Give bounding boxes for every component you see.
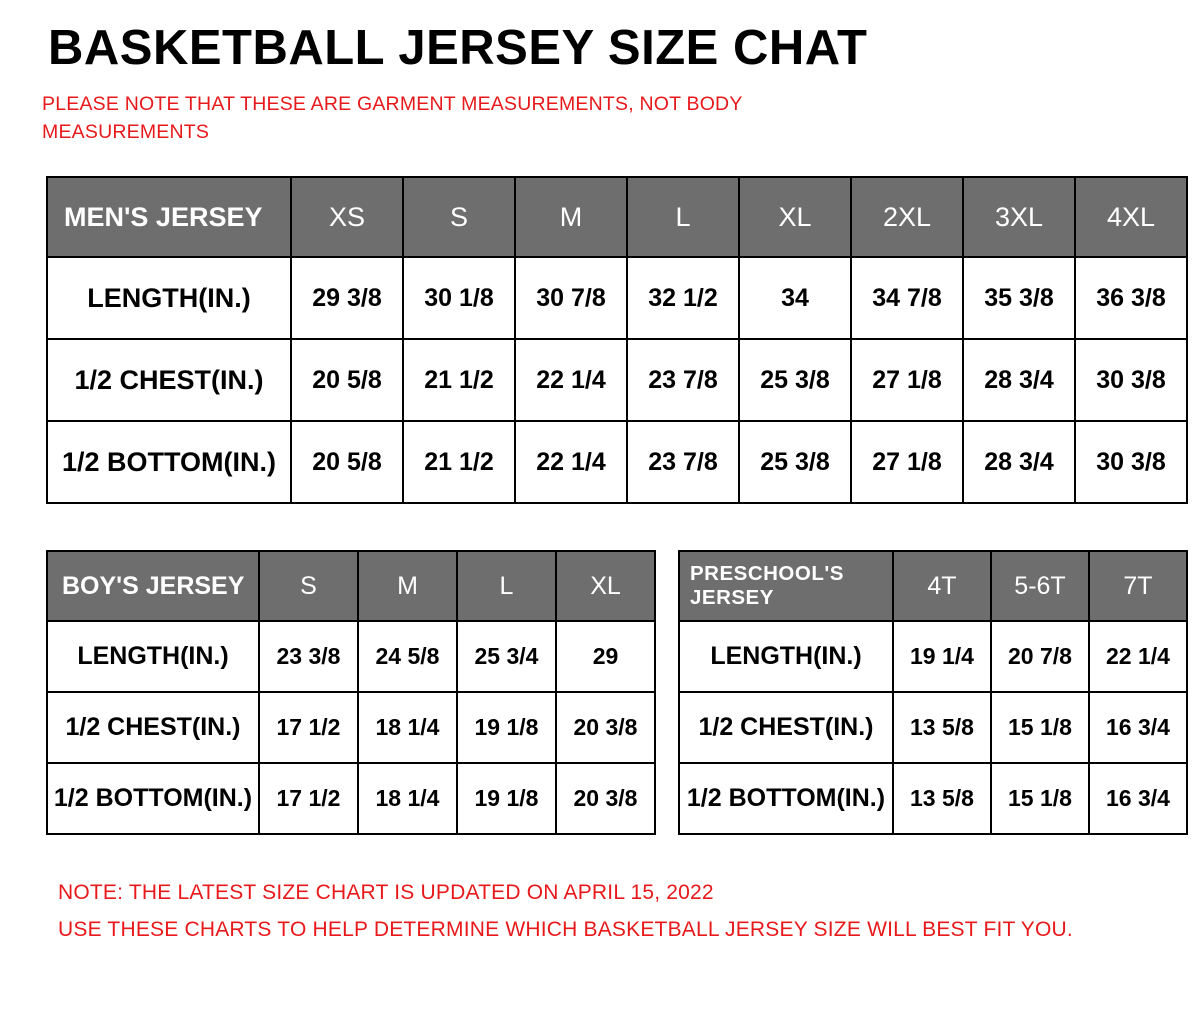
table-cell: 24 5/8 [358,621,457,692]
column-header-7t: 7T [1089,551,1187,621]
table-cell: 34 7/8 [851,257,963,339]
table-row [47,339,1187,421]
table-cell: 25 3/8 [739,339,851,421]
column-header-xl: XL [739,177,851,257]
table-cell: 20 3/8 [556,692,655,763]
table-cell: 16 3/4 [1089,692,1187,763]
table-cell: 16 3/4 [1089,763,1187,834]
column-header-l: L [457,551,556,621]
table-cell: 20 7/8 [991,621,1089,692]
preschool-jersey-size-table [678,550,1188,835]
table-cell: 22 1/4 [1089,621,1187,692]
table-cell: 35 3/8 [963,257,1075,339]
table-header-row [47,177,1187,257]
table-cell: 21 1/2 [403,421,515,503]
table-cell: 30 1/8 [403,257,515,339]
table-header-row [47,551,655,621]
footer-note-update: NOTE: THE LATEST SIZE CHART IS UPDATED ON APRIL 15, 2022 [58,881,714,905]
table-cell: 29 3/8 [291,257,403,339]
table-row [47,692,655,763]
table-cell: 30 7/8 [515,257,627,339]
row-label-half-chest: 1/2 CHEST(IN.) [47,339,291,421]
column-header-4xl: 4XL [1075,177,1187,257]
row-label-half-bottom: 1/2 BOTTOM(IN.) [47,421,291,503]
column-header-4t: 4T [893,551,991,621]
column-header-3xl: 3XL [963,177,1075,257]
table-cell: 27 1/8 [851,421,963,503]
mens-jersey-size-table [46,176,1188,504]
table-cell: 30 3/8 [1075,339,1187,421]
column-header-2xl: 2XL [851,177,963,257]
boys-table-title-cell: BOY'S JERSEY [47,551,259,621]
table-cell: 25 3/8 [739,421,851,503]
row-label-half-chest: 1/2 CHEST(IN.) [679,692,893,763]
table-cell: 23 3/8 [259,621,358,692]
table-cell: 34 [739,257,851,339]
table-cell: 23 7/8 [627,339,739,421]
table-cell: 32 1/2 [627,257,739,339]
table-cell: 19 1/8 [457,692,556,763]
table-cell: 22 1/4 [515,339,627,421]
table-row [47,763,655,834]
table-cell: 21 1/2 [403,339,515,421]
column-header-5-6t: 5-6T [991,551,1089,621]
table-row [679,763,1187,834]
table-row [47,257,1187,339]
table-cell: 19 1/8 [457,763,556,834]
secondary-tables-row [46,550,1176,835]
preschool-table-title-cell: PRESCHOOL'S JERSEY [679,551,893,621]
page-title: BASKETBALL JERSEY SIZE CHAT [48,21,868,75]
row-label-half-bottom: 1/2 BOTTOM(IN.) [679,763,893,834]
table-row [47,621,655,692]
size-chart-page [0,22,1200,1029]
column-header-xl: XL [556,551,655,621]
footer-note-usage: USE THESE CHARTS TO HELP DETERMINE WHICH BASKETBALL JERSEY SIZE WILL BEST FIT YOU. [58,918,1073,942]
garment-measurement-note: PLEASE NOTE THAT THESE ARE GARMENT MEASUREMENTS, NOT BODY MEASUREMENTS [42,92,743,144]
row-label-half-bottom: 1/2 BOTTOM(IN.) [47,763,259,834]
column-header-m: M [515,177,627,257]
boys-jersey-size-table [46,550,656,835]
column-header-xs: XS [291,177,403,257]
table-header-row [679,551,1187,621]
table-cell: 29 [556,621,655,692]
table-cell: 13 5/8 [893,763,991,834]
table-cell: 19 1/4 [893,621,991,692]
column-header-l: L [627,177,739,257]
column-header-s: S [259,551,358,621]
row-label-length: LENGTH(IN.) [47,621,259,692]
table-cell: 23 7/8 [627,421,739,503]
table-cell: 20 5/8 [291,339,403,421]
table-cell: 15 1/8 [991,692,1089,763]
footer-notes [58,875,1176,949]
table-cell: 20 3/8 [556,763,655,834]
table-cell: 17 1/2 [259,763,358,834]
table-cell: 18 1/4 [358,692,457,763]
table-cell: 15 1/8 [991,763,1089,834]
row-label-length: LENGTH(IN.) [47,257,291,339]
table-cell: 28 3/4 [963,421,1075,503]
table-row [679,692,1187,763]
table-cell: 28 3/4 [963,339,1075,421]
table-cell: 36 3/8 [1075,257,1187,339]
table-cell: 13 5/8 [893,692,991,763]
table-cell: 30 3/8 [1075,421,1187,503]
row-label-length: LENGTH(IN.) [679,621,893,692]
table-cell: 20 5/8 [291,421,403,503]
table-cell: 17 1/2 [259,692,358,763]
column-header-m: M [358,551,457,621]
table-cell: 25 3/4 [457,621,556,692]
table-cell: 27 1/8 [851,339,963,421]
mens-table-title-cell: MEN'S JERSEY [47,177,291,257]
table-cell: 18 1/4 [358,763,457,834]
table-cell: 22 1/4 [515,421,627,503]
column-header-s: S [403,177,515,257]
table-row [47,421,1187,503]
table-row [679,621,1187,692]
row-label-half-chest: 1/2 CHEST(IN.) [47,692,259,763]
